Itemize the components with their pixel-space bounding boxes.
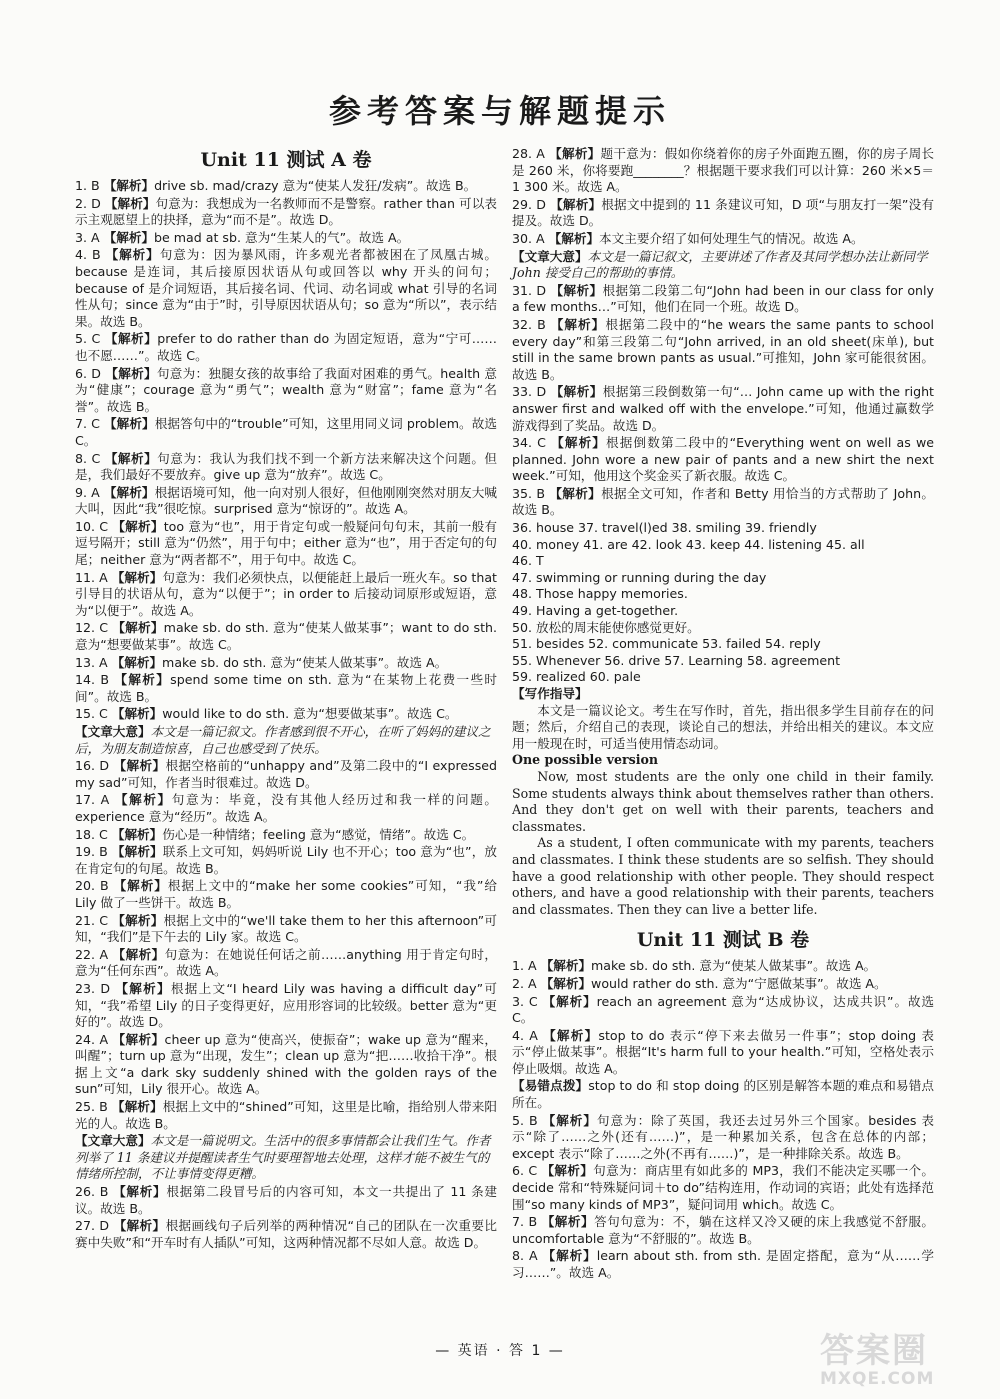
answer-number: 29. D bbox=[512, 196, 546, 212]
answer-item bbox=[512, 486, 934, 519]
answer-explanation: 根据倒数第二段中的“Everything went on well as we planned. John wore a new pair of pants and a new shirt the next week.”可知，他用这个奖金买了新衣服。故选 C。 bbox=[512, 435, 934, 484]
answer-tag: 【解析】 bbox=[103, 178, 155, 193]
answer-number: 12. C bbox=[75, 620, 109, 636]
answer-item bbox=[75, 947, 497, 980]
answer-tag: 【解析】 bbox=[541, 1214, 595, 1230]
answer-tag: 【解析】 bbox=[115, 980, 171, 996]
answer-number: 1. B bbox=[75, 178, 100, 193]
answer-explanation: 联系上文可知，妈妈听说 Lily 也不开心；too 意为“也”，放在肯定句的句尾。故选 B。 bbox=[75, 844, 497, 876]
answer-tag: 【解析】 bbox=[105, 247, 160, 263]
answer-number: 28. A bbox=[512, 146, 545, 161]
answer-item bbox=[75, 570, 497, 620]
answer-item bbox=[512, 197, 934, 230]
short-answer-line: 59. realized 60. pale bbox=[512, 669, 641, 685]
answer-number: 34. C bbox=[512, 435, 546, 451]
answer-explanation: 句意为：独腿女孩的故事给了我面对困难的勇气。health 意为“健康”；courage 意为“勇气”；wealth 意为“财富”；fame 意为“名誉”。故选 B。 bbox=[75, 365, 497, 414]
writing-guide-tag: 【写作指导】 bbox=[512, 686, 588, 701]
left-column bbox=[75, 146, 497, 1252]
short-answer-line: 46. T bbox=[512, 553, 544, 569]
answer-tag: 【解析】 bbox=[111, 569, 163, 585]
answer-tag: 【解析】 bbox=[103, 229, 155, 245]
answer-explanation: 根据上文中的“we'll take them to her this afternoon”可知，“我们”是下午去的 Lily 家。故选 C。 bbox=[75, 912, 497, 945]
answer-item bbox=[512, 1028, 934, 1078]
answer-explanation: 根据第三段倒数第一句“… John came up with the right answer first and walked off with the envelope.”可知，他通过赢数学游戏得到了奖品。故选 D。 bbox=[512, 384, 934, 433]
answer-item bbox=[75, 331, 497, 364]
page-title: 参考答案与解题提示 bbox=[328, 92, 671, 130]
answer-explanation: 句意为：我认为我们找不到一个新方法来解决这个问题。但是，我们最好不要放弃。give up 意为“放弃”。故选 C。 bbox=[75, 450, 497, 483]
answer-number: 11. A bbox=[75, 569, 108, 585]
answer-number: 4. A bbox=[512, 1027, 538, 1043]
answer-number: 2. A bbox=[512, 975, 537, 991]
answer-tag: 【解析】 bbox=[113, 1184, 167, 1200]
answer-number: 17. A bbox=[75, 792, 110, 808]
answer-tag: 【解析】 bbox=[113, 758, 166, 774]
answer-number: 21. C bbox=[75, 912, 109, 928]
answer-item bbox=[512, 231, 934, 248]
unit-b-heading: Unit 11 测试 B 卷 bbox=[636, 929, 810, 952]
answer-explanation: 根据空格前的“unhappy and”及第二段中的“I expressed my sad”可知，作者当时很难过。故选 D。 bbox=[75, 758, 497, 790]
answer-item bbox=[75, 758, 497, 791]
answer-explanation: 题干意为：假如你绕着你的房子外面跑五圈，你的房子周长是 260 米，你将要跑________？根据题干要求我们可以计算：260 米×5＝1 300 米。故选 A。 bbox=[512, 146, 934, 195]
answer-tag: 【解析】 bbox=[112, 946, 165, 962]
answer-explanation: be mad at sb. 意为“生某人的气”。故选 A。 bbox=[154, 229, 410, 245]
answer-tag: 【解析】 bbox=[104, 331, 158, 347]
answer-tag: 【解析】 bbox=[540, 975, 592, 991]
answer-explanation: 根据语境可知，他一向对别人很好，但他刚刚突然对朋友大喊大叫，因此“我”很吃惊。surprised 意为“惊讶的”。故选 A。 bbox=[75, 484, 498, 517]
answer-item bbox=[75, 878, 497, 911]
answer-explanation: 根据第二段中的“he wears the same pants to school every day”和第三段第二句“John arrived, in an old sheet(床单), but still in the same brown pants as usual.”可推知，John 家可能很贫困。故选 B。 bbox=[512, 316, 935, 382]
answer-number: 31. D bbox=[512, 282, 547, 298]
answer-tag: 【解析】 bbox=[542, 1112, 597, 1128]
answer-tag: 【解析】 bbox=[541, 1163, 594, 1179]
answer-item bbox=[512, 317, 934, 383]
article-summary bbox=[75, 1133, 497, 1183]
right-column bbox=[512, 146, 934, 1283]
answer-tag: 【解析】 bbox=[550, 316, 606, 332]
answer-explanation: 本文是一篇说明文。生活中的很多事情都会让我们生气。作者列举了 11 条建议并提醒读者生气时要理智地去处理，这样才能不被生气的情绪所控制，不让事情变得更糟。 bbox=[75, 1133, 491, 1182]
answer-explanation: would rather do sth. 意为“宁愿做某事”。故选 A。 bbox=[591, 975, 887, 991]
answer-tag: 【解析】 bbox=[114, 672, 171, 688]
answer-explanation: 答句句意为：不，躺在这样又冷又硬的床上我感觉不舒服。uncomfortable 意为“不舒服的”。故选 B。 bbox=[512, 1214, 934, 1246]
answer-explanation: 根据第二段冒号后的内容可知，本文一共提出了 11 条建议。故选 B。 bbox=[75, 1184, 498, 1216]
answer-number: 35. B bbox=[512, 485, 546, 501]
short-answer-line: 36. house 37. travel(l)ed 38. smiling 39. friendly bbox=[512, 520, 817, 536]
answer-tag: 【解析】 bbox=[112, 518, 164, 534]
answer-tag: 【解析】 bbox=[111, 1099, 163, 1115]
answer-number: 3. C bbox=[512, 993, 538, 1009]
unit-b-section bbox=[512, 928, 934, 1281]
answer-number: 23. D bbox=[75, 980, 111, 996]
answer-tag: 【解析】 bbox=[112, 620, 164, 636]
answer-explanation: 句意为：商店里有如此多的 MP3，我们不能决定买哪一个。decide 常和“特殊疑问词＋to do”结构连用，作动词的宾语；此处有选择范围“so many kinds of MP3”，疑问词用 which。故选 C。 bbox=[512, 1163, 934, 1212]
article-summary bbox=[512, 249, 934, 282]
unit-a-items-right bbox=[512, 146, 934, 519]
answer-explanation: 根据答句中的“trouble”可知，这里用同义词 problem。故选 C。 bbox=[75, 416, 498, 448]
answer-number: 14. B bbox=[75, 672, 110, 688]
essay-paragraph: As a student, I often communicate with my parents, teachers and classmates. I think these students are so selfish. They should have a good relationship with other people. They should respect others, and have a good relationship with their parents, teachers and classmates. Then they can live a better life. bbox=[512, 835, 934, 917]
answer-number: 27. D bbox=[75, 1218, 110, 1234]
answer-explanation: drive sb. mad/crazy 意为“使某人发狂/发病”。故选 B。 bbox=[154, 178, 477, 193]
answer-explanation: stop to do 表示“停下来去做另一件事”；stop doing 表示“停止做某事”。根据“It's harm full to your health.”可知，空格处表示停止吸烟。故选 A。 bbox=[512, 1027, 934, 1076]
short-answer-line: 55. Whenever 56. drive 57. Learning 58. agreement bbox=[512, 652, 841, 668]
writing-guide-text: 本文是一篇议论文。考生在写作时，首先，指出很多学生目前存在的问题；然后，介绍自己的表现，谈论自己的想法，并给出相关的建议。本文应用一般现在时，可适当使用情态动词。 bbox=[512, 702, 934, 751]
answer-item bbox=[75, 981, 497, 1031]
answer-item bbox=[75, 366, 497, 416]
answer-item bbox=[512, 994, 934, 1027]
answer-number: 6. C bbox=[512, 1163, 538, 1179]
answer-number: 19. B bbox=[75, 844, 108, 860]
answer-explanation: 句意为：在她说任何话之前……anything 用于肯定句时，意为“任何东西”。故选 A。 bbox=[75, 946, 497, 979]
answer-number: 10. C bbox=[75, 518, 109, 534]
answer-item bbox=[75, 178, 497, 195]
answer-item bbox=[75, 706, 497, 723]
answer-number: 6. D bbox=[75, 365, 102, 381]
answer-explanation: spend some time on sth. 意为“在某物上花费一些时间”。故选 B。 bbox=[75, 672, 498, 704]
answer-item bbox=[75, 1099, 497, 1132]
answer-item bbox=[75, 485, 497, 518]
answer-number: 22. A bbox=[75, 946, 109, 962]
answer-item bbox=[512, 976, 934, 993]
answer-tag: 【解析】 bbox=[105, 365, 157, 381]
answer-explanation: 根据全文可知，作者和 Betty 用恰当的方式帮助了 John。故选 B。 bbox=[512, 485, 935, 518]
answer-tag: 【解析】 bbox=[549, 485, 602, 501]
answer-number: 32. B bbox=[512, 316, 546, 332]
answer-tag: 【解析】 bbox=[549, 146, 601, 161]
answer-explanation: make sb. do sth. 意为“使某人做某事”。故选 A。 bbox=[591, 958, 877, 974]
answer-tag: 【解析】 bbox=[542, 993, 597, 1009]
answer-explanation: 根据上文中的“make her some cookies”可知，“我”给 Lily 做了一些饼干。故选 B。 bbox=[75, 878, 498, 910]
answer-item bbox=[512, 146, 934, 196]
answer-number: 15. C bbox=[75, 706, 108, 722]
answer-item bbox=[75, 196, 497, 229]
answer-tag: 【解析】 bbox=[113, 878, 168, 894]
answer-explanation: too 意为“也”，用于肯定句或一般疑问句句末，其前一般有逗号隔开；still 意为“仍然”，用于句中；either 意为“也”，用于否定句的句尾；neither 意为“两者都不”，用于句中。故选 C。 bbox=[75, 518, 497, 568]
answer-tag: 【解析】 bbox=[111, 654, 163, 670]
answer-explanation: 句意为：毕竟，没有其他人经历过和我一样的问题。experience 意为“经历”。故选 A。 bbox=[75, 792, 497, 824]
answer-number: 33. D bbox=[512, 384, 547, 400]
answer-tag: 【解析】 bbox=[540, 958, 592, 974]
answer-number: 20. B bbox=[75, 878, 109, 894]
answer-tag: 【解析】 bbox=[550, 384, 603, 400]
answer-explanation: 根据第二段第二句“John had been in our class for only a few months…”可知，他们在同一个班。故选 D。 bbox=[512, 282, 934, 315]
answer-tag: 【解析】 bbox=[548, 230, 600, 246]
answer-item bbox=[75, 519, 497, 569]
answer-tag: 【解析】 bbox=[114, 792, 172, 808]
answer-tag: 【易错点拨】 bbox=[512, 1078, 589, 1094]
answer-item bbox=[75, 844, 497, 877]
answer-explanation: reach an agreement 意为“达成协议，达成共识”。故选 C。 bbox=[512, 993, 935, 1026]
answer-number: 8. C bbox=[75, 450, 101, 466]
answer-number: 5. C bbox=[75, 331, 101, 347]
watermark-bottom: MXQE.COM bbox=[820, 1369, 935, 1389]
answer-number: 3. A bbox=[75, 229, 100, 245]
answer-item bbox=[75, 827, 497, 844]
answer-number: 1. A bbox=[512, 958, 537, 974]
answer-item bbox=[75, 1218, 497, 1251]
answer-tag: 【解析】 bbox=[543, 1027, 599, 1043]
page-footer: — 英语 · 答 1 — bbox=[435, 1343, 565, 1359]
short-answer-line: 48. Those happy memories. bbox=[512, 586, 688, 602]
answer-number: 7. C bbox=[75, 416, 100, 432]
answer-item bbox=[512, 435, 934, 485]
answer-explanation: learn about sth. from sth. 是固定搭配，意为“从……学习……”。故选 A。 bbox=[512, 1248, 934, 1280]
answer-item bbox=[512, 1163, 934, 1213]
answer-item bbox=[75, 1184, 497, 1217]
answer-item bbox=[75, 672, 497, 705]
answer-number: 18. C bbox=[75, 826, 108, 842]
answer-explanation: 句意为：我想成为一名教师而不是警察。rather than 可以表示主观愿望上的抉择，意为“而不是”。故选 D。 bbox=[75, 195, 497, 228]
answer-explanation: 根据文中提到的 11 条建议可知，D 项“与朋友打一架”没有提及。故选 D。 bbox=[512, 196, 935, 229]
answer-explanation: 根据画线句子后列举的两种情况“自己的团队在一次重要比赛中失败”和“开车时有人插队”可知，这两种情况都不尽如人意。故选 D。 bbox=[75, 1218, 498, 1250]
answer-explanation: make sb. do sth. 意为“使某人做某事”；want to do sth. 意为“想要做某事”。故选 C。 bbox=[75, 620, 498, 653]
answer-item bbox=[75, 620, 497, 653]
answer-explanation: would like to do sth. 意为“想要做某事”。故选 C。 bbox=[162, 706, 458, 722]
answer-tag: 【解析】 bbox=[112, 912, 164, 928]
essay bbox=[512, 769, 934, 918]
answer-item bbox=[75, 230, 497, 247]
answer-tag: 【解析】 bbox=[104, 450, 158, 466]
answer-tag: 【解析】 bbox=[104, 416, 155, 432]
short-answer-line: 47. swimming or running during the day bbox=[512, 569, 767, 585]
unit-a-heading: Unit 11 测试 A 卷 bbox=[200, 149, 372, 171]
answer-item bbox=[75, 655, 497, 672]
answer-number: 7. B bbox=[512, 1214, 538, 1230]
answer-tag: 【解析】 bbox=[550, 196, 602, 212]
answer-item bbox=[75, 247, 497, 330]
answer-tag: 【文章大意】 bbox=[512, 248, 588, 264]
answer-tag: 【解析】 bbox=[542, 1248, 597, 1264]
answer-item bbox=[512, 958, 934, 975]
answer-number: 13. A bbox=[75, 654, 108, 670]
answer-tag: 【解析】 bbox=[111, 844, 163, 860]
answer-number: 2. D bbox=[75, 195, 101, 211]
answer-tag: 【解析】 bbox=[104, 195, 156, 211]
version-label: One possible version bbox=[512, 752, 659, 768]
answer-explanation: 伤心是一种情绪；feeling 意为“感觉，情绪”。故选 C。 bbox=[162, 826, 475, 842]
short-answer-line: 49. Having a get-together. bbox=[512, 603, 679, 619]
answer-explanation: stop to do 和 stop doing 的区别是解答本题的难点和易错点所在。 bbox=[512, 1078, 934, 1111]
answer-explanation: 句意为：除了英国，我还去过另外三个国家。besides 表示“除了……之外(还有……)”，是一种累加关系，包含在总体的内部；except 表示“除了……之外(不再有……)”，是一种排除关系。故选 B。 bbox=[512, 1112, 934, 1161]
article-summary bbox=[75, 724, 497, 757]
answer-item bbox=[512, 384, 934, 434]
answer-number: 9. A bbox=[75, 484, 100, 500]
answer-tag: 【解析】 bbox=[551, 435, 607, 451]
answer-explanation: 本文是一篇记叙文。作者感到很不开心，在听了妈妈的建议之后，为朋友制造惊喜，自己也感受到了快乐。 bbox=[75, 724, 491, 756]
answer-tag: 【解析】 bbox=[113, 1218, 166, 1234]
answer-explanation: 句意为：我们必须快点，以便能赶上最后一班火车。so that 引导目的状语从句，意为“以便于”；in order to 后接动词原形或短语，意为“以便于”。故选 A。 bbox=[75, 569, 497, 618]
answer-tag: 【解析】 bbox=[111, 826, 163, 842]
answer-tag: 【解析】 bbox=[112, 1031, 165, 1047]
answer-number: 16. D bbox=[75, 758, 110, 774]
short-answer-lines bbox=[512, 520, 934, 686]
answer-number: 5. B bbox=[512, 1112, 538, 1128]
answer-explanation: 本文是一篇记叙文，主要讲述了作者及其同学想办法让新同学 John 接受自己的帮助的事情。 bbox=[512, 248, 928, 281]
answer-item bbox=[512, 283, 934, 316]
short-answer-line: 51. besides 52. communicate 53. failed 54. reply bbox=[512, 636, 821, 652]
answer-tag: 【解析】 bbox=[103, 484, 155, 500]
answer-explanation: 本文主要介绍了如何处理生气的情况。故选 A。 bbox=[599, 230, 864, 246]
writing-guide bbox=[512, 686, 934, 752]
short-answer-line: 50. 放松的周末能使你感觉更好。 bbox=[512, 619, 700, 635]
answer-explanation: prefer to do rather than do 为固定短语，意为“宁可……也不愿……”。故选 C。 bbox=[75, 331, 497, 363]
answer-tag: 【文章大意】 bbox=[75, 1133, 151, 1149]
unit-b-items bbox=[512, 958, 934, 1281]
answer-item bbox=[75, 451, 497, 484]
answer-explanation: 句意为：因为暴风雨，许多观光者都被困在了凤凰古城。because 是连词，其后接原因状语从句或回答以 why 开头的问句；because of 是介词短语，其后接名词、代词、动名词或 what 引导的名词性从句；since 意为“由于”时，引导原因状语从句；so 意为“所以”，表示结果。故选 B。 bbox=[75, 247, 498, 329]
answer-explanation: 根据上文中的“shined”可知，这里是比喻，指给别人带来阳光的人。故选 B。 bbox=[75, 1099, 497, 1131]
answer-item bbox=[512, 1113, 934, 1163]
short-answer-line: 40. money 41. are 42. look 43. keep 44. listening 45. all bbox=[512, 536, 865, 552]
answer-item bbox=[75, 913, 497, 946]
answer-number: 24. A bbox=[75, 1031, 109, 1047]
answer-item bbox=[512, 1248, 934, 1281]
answer-number: 26. B bbox=[75, 1184, 109, 1200]
watermark-logo bbox=[820, 1332, 985, 1392]
answer-tag: 【文章大意】 bbox=[75, 724, 151, 739]
answer-explanation: make sb. do sth. 意为“使某人做某事”。故选 A。 bbox=[162, 654, 448, 670]
answer-item bbox=[512, 1214, 934, 1247]
answer-tag: 【解析】 bbox=[111, 706, 163, 722]
answer-number: 8. A bbox=[512, 1248, 538, 1264]
answer-item bbox=[75, 1032, 497, 1098]
answer-tag: 【解析】 bbox=[550, 282, 603, 298]
answer-explanation: cheer up 意为“使高兴，使振奋”；wake up 意为“醒来，叫醒”；turn up 意为“出现，发生”；clean up 意为“把……收拾干净”。根据上文“a dark sky suddenly shined with the golden rays of the sun”可知，Lily 很开心。故选 A。 bbox=[75, 1031, 497, 1097]
answer-number: 30. A bbox=[512, 230, 545, 246]
watermark-top: 答案圈 bbox=[820, 1331, 928, 1371]
answer-number: 4. B bbox=[75, 247, 101, 263]
unit-a-items-left bbox=[75, 178, 497, 1251]
answer-item bbox=[75, 792, 497, 825]
essay-paragraph: Now, most students are the only one child in their family. Some students always think about themselves rather than others. And they don't get on well with their parents, teachers and classmates. bbox=[512, 768, 934, 834]
answer-item bbox=[75, 416, 497, 449]
answer-number: 25. B bbox=[75, 1099, 108, 1115]
answer-explanation: 根据上文“I heard Lily was having a difficult day”可知，“我”希望 Lily 的日子变得更好，应用形容词的比较级。better 意为“更好的”。故选 D。 bbox=[75, 980, 497, 1030]
answer-item bbox=[512, 1078, 934, 1111]
